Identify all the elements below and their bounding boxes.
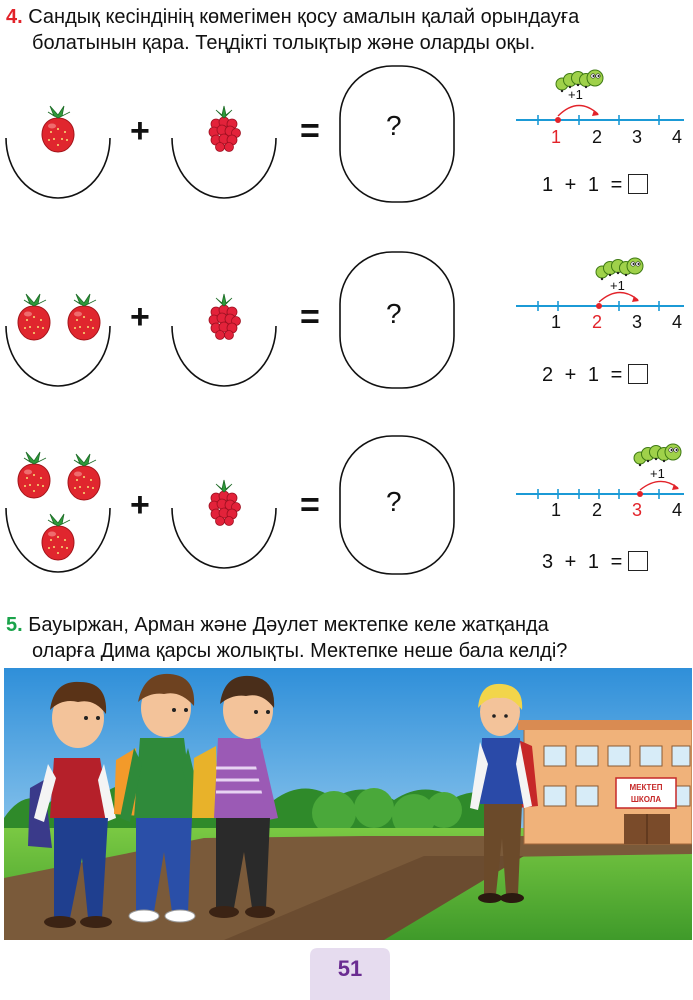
tick-label-1: 1 [551, 127, 562, 147]
answer-box[interactable] [628, 551, 648, 571]
raspberry-icon [209, 480, 241, 526]
tick-label-1: 1 [551, 312, 562, 332]
school-sign-line2: ШКОЛА [630, 795, 662, 804]
tick-label-4: 4 [672, 127, 683, 147]
tick-label-3: 3 [632, 312, 643, 332]
equals-sign: = [300, 486, 320, 524]
number-line-point [637, 491, 643, 497]
task4-line2: болатынын қара. Теңдікті толықтыр және оларды оқы. [32, 32, 536, 54]
question-mark: ? [386, 298, 402, 329]
school-scene-illustration [4, 668, 692, 940]
strawberry-icon [42, 514, 74, 560]
task4-number: 4. [6, 6, 23, 28]
answer-box[interactable] [628, 364, 648, 384]
tick-label-3: 3 [632, 127, 643, 147]
equals-sign: = [300, 112, 320, 150]
row-3 [0, 430, 693, 590]
tick-label-2: 2 [592, 127, 603, 147]
page-number: 51 [337, 956, 363, 981]
equation-text: 2 + 1 = [542, 364, 623, 386]
tick-label-4: 4 [672, 312, 683, 332]
question-mark: ? [386, 110, 402, 141]
question-mark: ? [386, 486, 402, 517]
row-1 [0, 60, 693, 210]
school-building [518, 720, 692, 844]
tick-label-3: 3 [632, 500, 643, 520]
step-arc [558, 105, 598, 116]
equation-text: 3 + 1 = [542, 551, 623, 573]
tick-label-4: 4 [672, 500, 683, 520]
strawberry-icon [18, 294, 50, 340]
equation-2 [542, 364, 648, 387]
equation-1 [542, 174, 648, 197]
tick-label-1: 1 [551, 500, 562, 520]
equation-3 [542, 551, 648, 574]
step-label: +1 [568, 87, 583, 102]
task5-line2: оларға Дима қарсы жолықты. Мектепке неше бала келді? [32, 640, 568, 662]
row-2 [0, 248, 693, 398]
strawberry-icon [68, 454, 100, 500]
plus-sign: + [130, 112, 150, 150]
strawberry-icon [18, 452, 50, 498]
strawberry-icon [42, 106, 74, 152]
task4-line1: Сандық кесіндінің көмегімен қосу амалын қалай орындауға [28, 6, 580, 28]
raspberry-icon [209, 106, 241, 152]
equals-sign: = [300, 298, 320, 336]
step-label: +1 [610, 278, 625, 293]
number-line-point [596, 303, 602, 309]
tick-label-2: 2 [592, 312, 603, 332]
tick-label-2: 2 [592, 500, 603, 520]
number-line-point [555, 117, 561, 123]
caterpillar-icon [634, 444, 681, 466]
plus-sign: + [130, 298, 150, 336]
task5-number: 5. [6, 614, 23, 636]
caterpillar-icon [596, 258, 643, 280]
step-arc [599, 292, 638, 302]
strawberry-icon [68, 294, 100, 340]
equation-text: 1 + 1 = [542, 174, 623, 196]
answer-box[interactable] [628, 174, 648, 194]
step-arc [640, 481, 678, 490]
task4-heading [6, 4, 686, 30]
raspberry-icon [209, 294, 241, 340]
task5-line1: Бауыржан, Арман және Дәулет мектепке келе жатқанда [28, 614, 549, 636]
task5-heading [6, 612, 690, 638]
plus-sign: + [130, 486, 150, 524]
step-label: +1 [650, 466, 665, 481]
school-sign-line1: МЕКТЕП [629, 783, 663, 792]
